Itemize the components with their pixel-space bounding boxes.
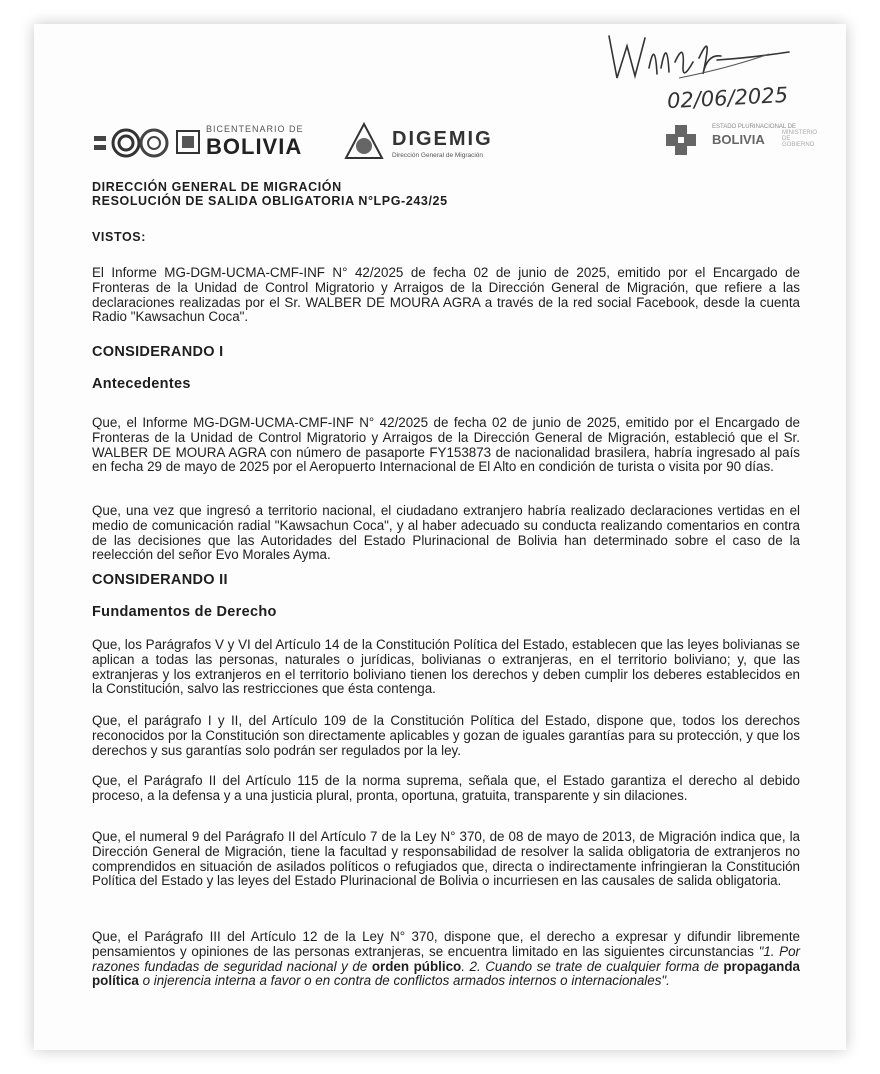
handwritten-signature [599,28,799,88]
p5-bold-orden-publico: orden público [371,958,462,974]
considerando-2-block-4 [92,830,800,889]
p5-bold-propaganda: propaganda política [92,958,800,989]
ministry-name-label: MINISTERIO DE GOBIERNO [782,130,818,148]
p5-quote-c: o injerencia interna a favor o en contra de conflictos armados internos o internacionales". [138,973,670,989]
considerando-2-block-2 [92,714,800,758]
considerando-1-p2: Que, una vez que ingresó a territorio nacional, el ciudadano extranjero habría realizado declaraciones vertidas en el medio de comunicación radial "Kawsachun Coca", y al haber adecuado su conducta realizando comentarios en contra de las decisiones que las Autoridades del Estado Plurinacional de Bolivia han determinado sobre el caso de la reelección del señor Evo Morales Ayma. [92,503,800,563]
document-header [92,180,800,208]
bolivia-wordmark: BOLIVIA [206,134,303,159]
considerando-2-p1: Que, los Parágrafos V y VI del Artículo 14 de la Constitución Política del Estado, establecen que las leyes bolivianas se aplican a todas las personas, naturales o jurídicas, bolivianas o extranjeras, en el territorio boliviano; y, que las extranjeras y los extranjeros en el territorio boliviano tienen los derechos y deben cumplir los deberes establecidos en la Constitución, salvo las restricciones que ésta contenga. [92,637,800,697]
considerando-1-body [92,416,800,475]
considerando-2-block-3 [92,774,800,804]
spiral-emblem-icon [94,128,170,158]
considerando-2-p4: Que, el numeral 9 del Parágrafo II del Artículo 7 de la Ley N° 370, de 08 de mayo de 2013, de Migración indica que, la Dirección General de Migración, tiene la facultad y responsabilidad de resolver la salida obligatoria de extranjeros no comprendidos en situación de asilados políticos o refugiados que, directa o indirectamente infringieran la Constitución Política del Estado y las leyes del Estado Plurinacional de Bolivia o incurriesen en las causales de salida obligatoria. [92,829,800,889]
ministry-small-label: ESTADO PLURINACIONAL DE [712,124,797,130]
p5-quote-a: "1. Por razones fundadas de seguridad nacional y de [92,943,800,974]
digemig-emblem-icon [344,122,384,162]
considerando-2-p3: Que, el Parágrafo II del Artículo 115 de la norma suprema, señala que, el Estado garantiza el derecho al debido proceso, a la defensa y a una justicia plural, pronta, oportuna, gratuita, transparente y sin dilaciones. [92,773,800,803]
considerando-2-p5 [92,930,800,989]
fundamentos-subtitle: Fundamentos de Derecho [92,604,277,620]
bicentenario-label: BICENTENARIO DE [206,124,304,134]
considerando-1-p1: Que, el Informe MG-DGM-UCMA-CMF-INF N° 42/2025 de fecha 02 de junio de 2025, emitido por el Encargado de Fronteras de la Unidad de Control Migratorio y Arraigos de la Dirección General de Migración, estableció que el Sr. WALBER DE MOURA AGRA con número de pasaporte FY153873 de nacionalidad brasilera, habría ingresado al país en fecha 29 de mayo de 2025 por el Aeropuerto Internacional de El Alto en condición de turista o visita por 90 días. [92,415,800,475]
p5-text-a: Que, el Parágrafo III del Artículo 12 de la Ley N° 370, dispone que, el derecho a expresar y difundir libremente pensamientos y opiniones de las personas extranjeras, se encuentra limitado en las siguientes circunstancias [92,929,800,959]
considerando-1-title: CONSIDERANDO I [92,344,224,360]
digemig-subtitle: Dirección General de Migración [392,152,484,159]
vistos-p1: El Informe MG-DGM-UCMA-CMF-INF N° 42/2025 de fecha 02 de junio de 2025, emitido por el Encargado de Fronteras de la Unidad de Control Migratorio y Arraigos de la Dirección General de Migración, que refiere a las declaraciones realizadas por el Sr. WALBER DE MOURA AGRA a través de la red social Facebook, desde la cuenta Radio "Kawsachun Coca". [92,265,800,325]
considerando-2-title: CONSIDERANDO II [92,572,228,588]
considerando-1-body-2 [92,504,800,563]
header-line-2: RESOLUCIÓN DE SALIDA OBLIGATORIA N°LPG-243/25 [92,194,448,208]
header-line-1: DIRECCIÓN GENERAL DE MIGRACIÓN [92,180,342,194]
considerando-2-p2: Que, el parágrafo I y II, del Artículo 109 de la Constitución Política del Estado, dispone que, todos los derechos reconocidos por la Constitución son directamente aplicables y gozan de iguales garantías para su protección, y que los derechos y sus garantías solo podrán ser regulados por la ley. [92,713,800,758]
ministry-bolivia-label: BOLIVIA [712,132,765,147]
p5-quote-b: . 2. Cuando se trate de cualquier forma de [461,958,724,974]
antecedentes-subtitle: Antecedentes [92,376,191,392]
bicentenario-logo [94,120,324,164]
digemig-wordmark: DIGEMIG [392,128,493,150]
signature-date: 02/06/2025 [666,82,789,114]
ministry-logo [664,120,824,164]
document-page [34,24,846,1050]
considerando-2-block-1 [92,638,800,697]
vistos-paragraph [92,266,800,325]
considerando-2-block-5 [92,930,800,989]
digemig-logo [344,120,544,168]
vistos-title: VISTOS: [92,230,146,244]
flag-emblem-icon [176,130,200,154]
logos-row [94,120,818,168]
chakana-emblem-icon [664,124,698,156]
